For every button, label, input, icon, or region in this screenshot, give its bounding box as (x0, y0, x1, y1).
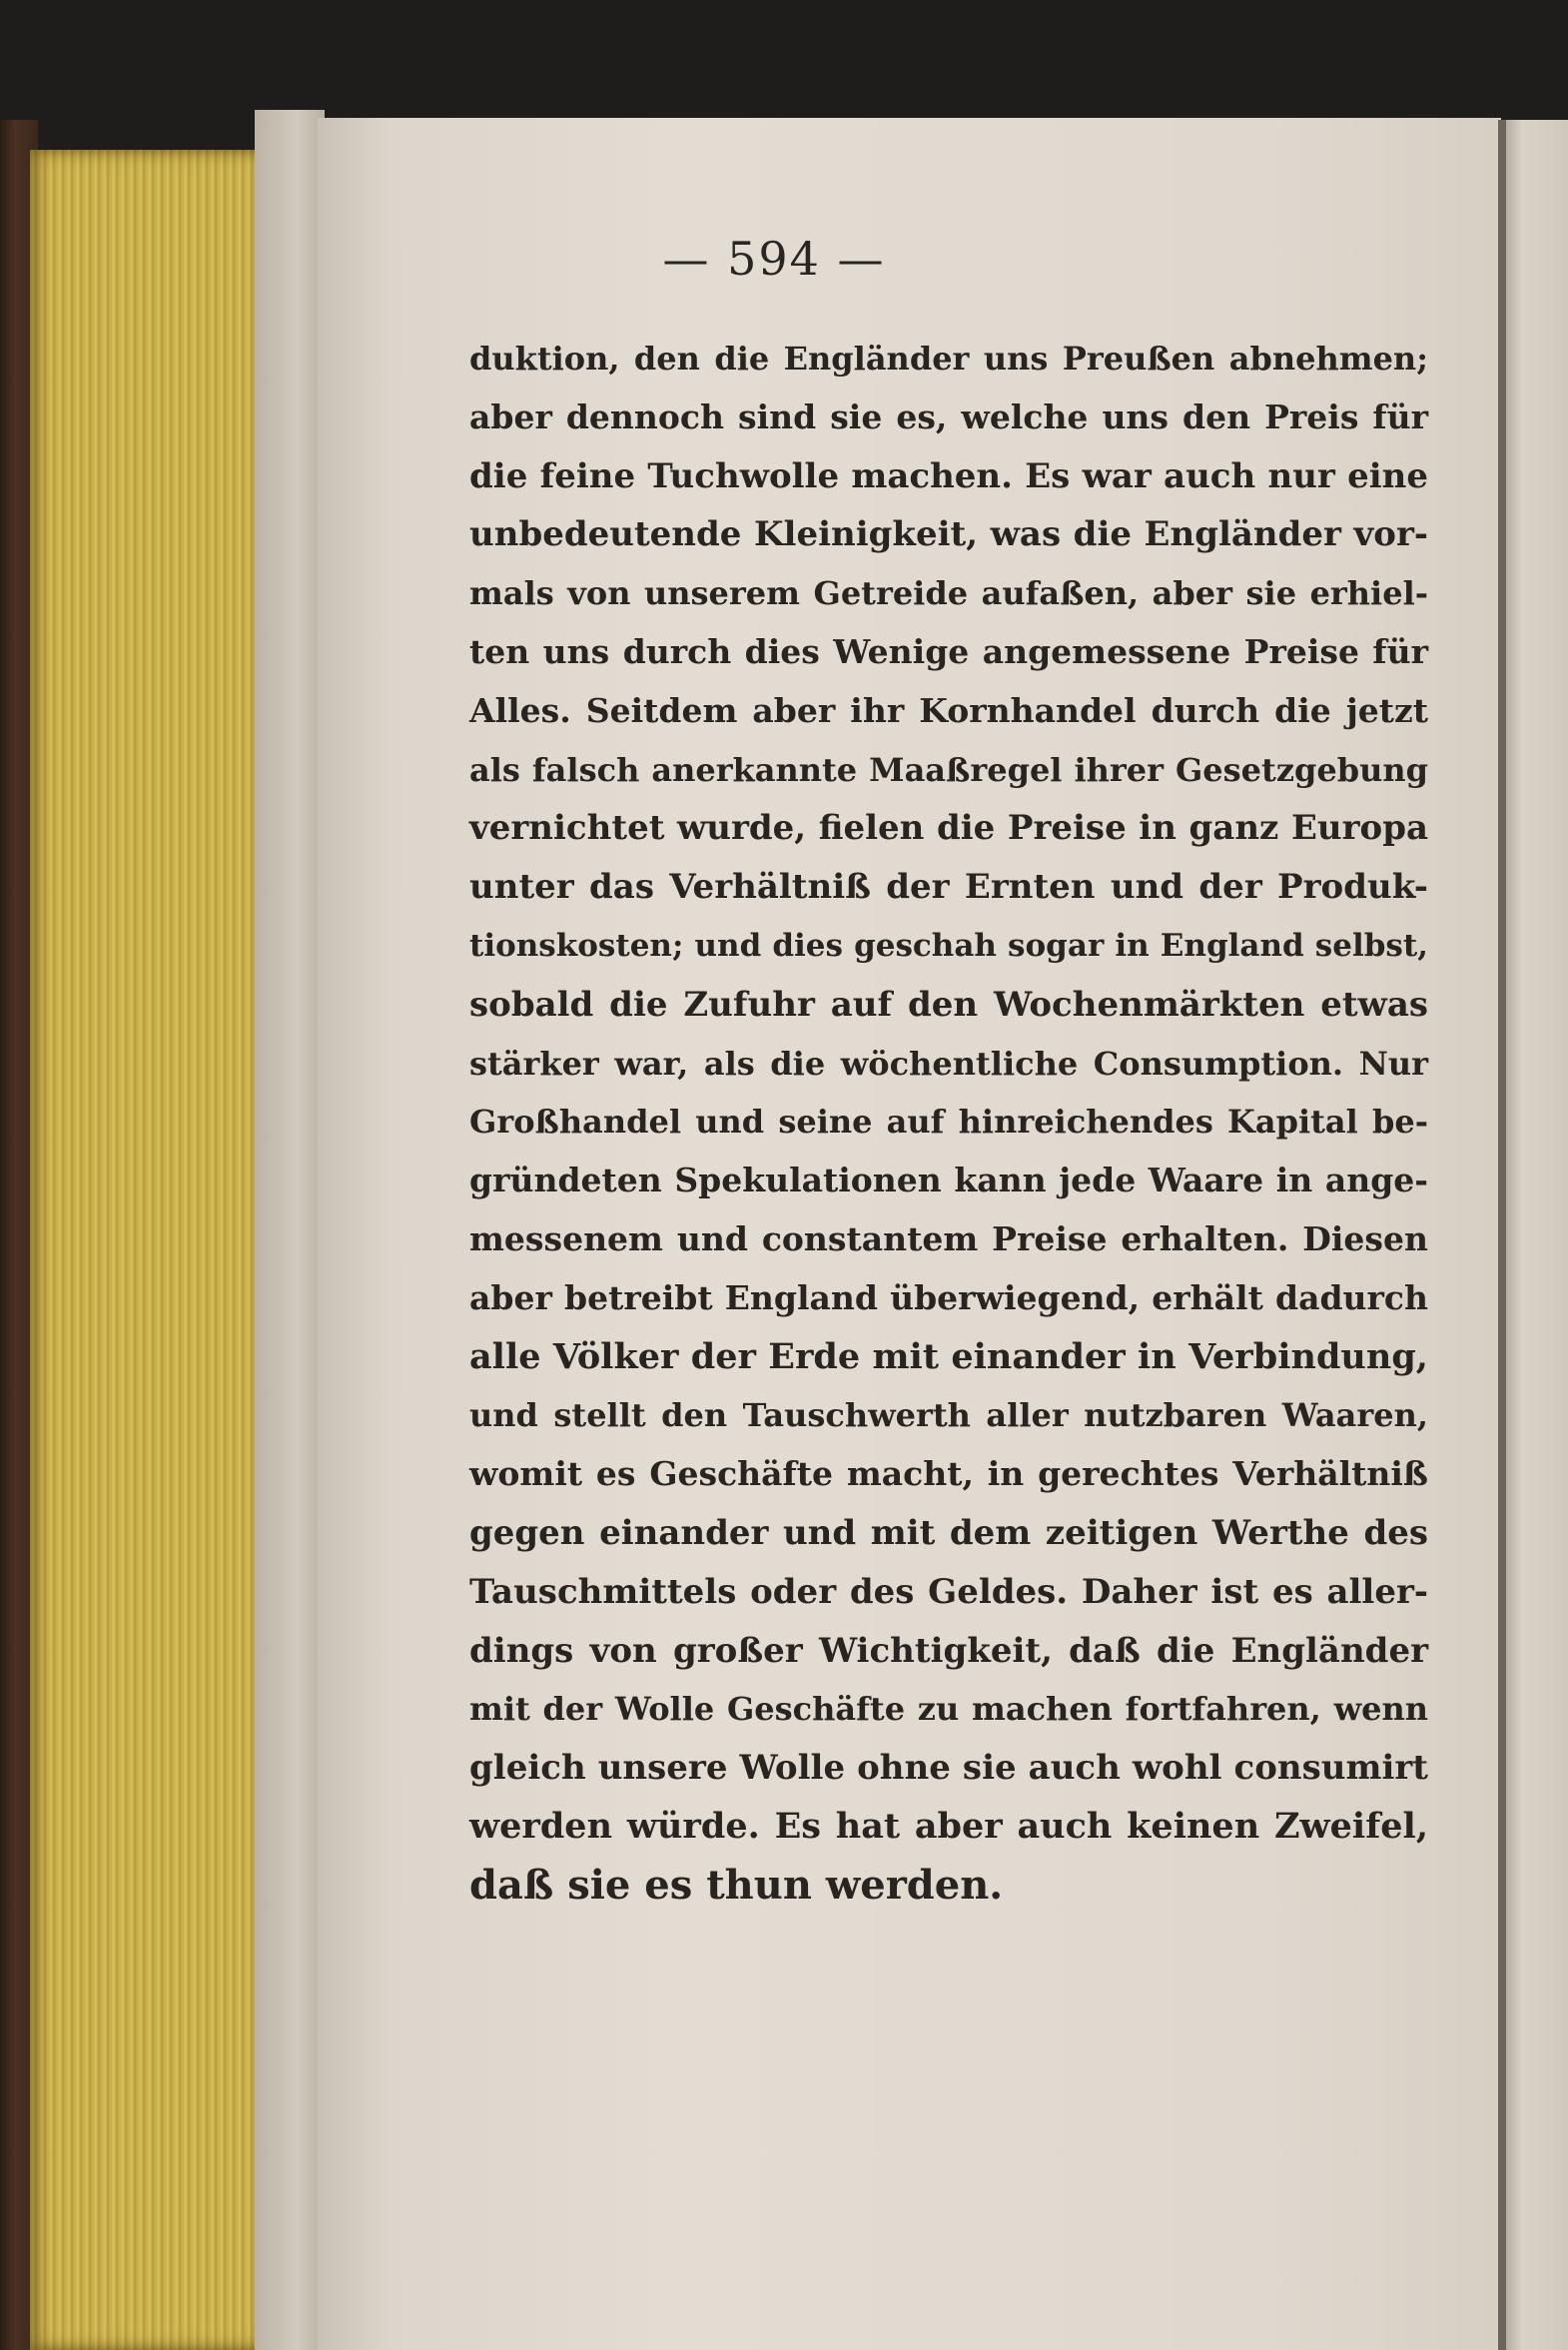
text-line: unter das Verhältniß der Ernten und der Produk- (469, 867, 1428, 908)
text-line: womit es Geschäfte macht, in gerechtes Verhältniß (469, 1454, 1428, 1494)
text-line: gründeten Spekulationen kann jede Waare in ange- (469, 1161, 1428, 1200)
text-line: duktion, den die Engländer uns Preußen abnehmen; (469, 340, 1428, 378)
text-line: aber betreibt England überwiegend, erhält dadurch (469, 1277, 1428, 1317)
text-line: mit der Wolle Geschäfte zu machen fortfahren, wenn (469, 1690, 1428, 1729)
body-text (469, 330, 1428, 1916)
text-line: Großhandel und seine auf hinreichendes Kapital be- (469, 1103, 1428, 1142)
text-line: Tauschmittels oder des Geldes. Daher ist es aller- (469, 1571, 1428, 1612)
text-line: sobald die Zufuhr auf den Wochenmärkten etwas (469, 984, 1428, 1025)
text-line: die feine Tuchwolle machen. Es war auch nur eine (469, 455, 1428, 496)
text-line: gleich unsere Wolle ohne sie auch wohl consumirt (469, 1748, 1428, 1789)
text-line: vernichtet wurde, fielen die Preise in ganz Europa (469, 808, 1428, 849)
text-line: stärker war, als die wöchentliche Consumption. Nur (469, 1044, 1428, 1083)
text-line: Alles. Seitdem aber ihr Kornhandel durch die jetzt (469, 690, 1428, 730)
text-line: als falsch anerkannte Maaßregel ihrer Gesetzgebung (469, 750, 1428, 789)
page-stack (255, 110, 325, 2350)
text-line: und stellt den Tauschwerth aller nutzbaren Waaren, (469, 1396, 1428, 1435)
text-line: ten uns durch dies Wenige angemessene Preise für (469, 631, 1428, 671)
facing-page-edge (1498, 120, 1568, 2350)
text-line: tionskosten; und dies geschah sogar in England selbst, (469, 927, 1428, 964)
text-line: daß sie es thun werden. (469, 1861, 1004, 1909)
text-line: messenem und constantem Preise erhalten. Diesen (469, 1218, 1428, 1258)
page-gutter (1498, 120, 1506, 2350)
text-line: mals von unserem Getreide aufaßen, aber sie erhiel- (469, 574, 1428, 613)
text-line: gegen einander und mit dem zeitigen Werthe des (469, 1512, 1428, 1553)
page-number (0, 232, 1568, 286)
text-line: dings von großer Wichtigkeit, daß die Engländer (469, 1630, 1428, 1671)
text-line: werden würde. Es hat aber auch keinen Zweifel, (469, 1805, 1428, 1847)
text-line: unbedeutende Kleinigkeit, was die Engländer vor- (469, 514, 1428, 555)
text-line: alle Völker der Erde mit einander in Verbindung, (469, 1335, 1428, 1377)
page-number-label: — 594 — (662, 232, 886, 286)
gilt-page-edges (30, 150, 280, 2350)
text-line: aber dennoch sind sie es, welche uns den Preis für (469, 396, 1428, 436)
